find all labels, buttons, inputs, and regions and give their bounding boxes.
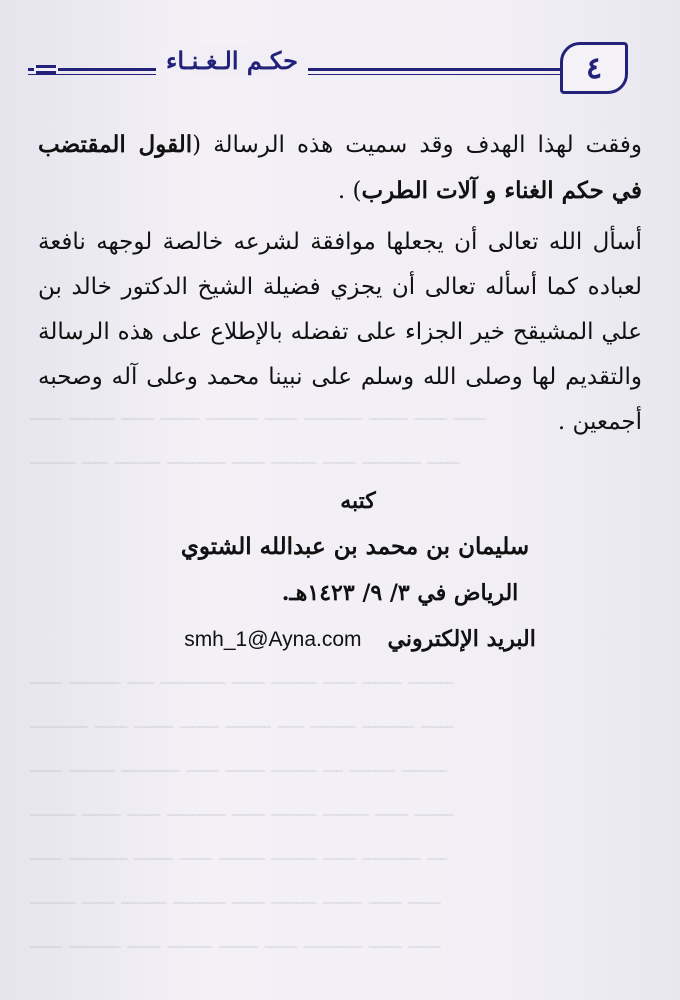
page-header (28, 38, 628, 94)
bleed-through: ـــــــــ ـــــ ــــــ ــــــ ـــــــ ــــ ـــــــ ــــــــ ـــــ (30, 709, 454, 734)
signature-block (40, 478, 640, 663)
page-number: ٤ (560, 42, 628, 94)
signature-wrote: كتبه (340, 488, 376, 514)
bleed-through: ـــــ ـــــــ ـــــــــ ـــــ ــــــ ـــــــ ـــ ـــــــ ـــــــ (30, 753, 447, 778)
email-label: البريد الإلكتروني (387, 626, 536, 652)
bleed-through: ـــــ ـــــــــ ــــــ ـــــ ـــــــ ـــــــ ـــــ ـــــــــ ـــ (30, 841, 447, 866)
bleed-through: ـــــــ ـــــ ـــــــ ــــــــ ـــــ ـــــــ ــــــ ـــــ ـــــ (30, 885, 441, 910)
author-name: سليمان بن محمد بن عبدالله الشتوي (180, 533, 530, 560)
email-row (80, 616, 640, 663)
book-title-bold: القول المقتضب في حكم الغناء و آلات الطرب (38, 131, 642, 204)
bleed-through: ـــــــ ــــــ ـــــ ـــــــــ ـــــ ـــــــ ـــــــ ـــــ ــــــ (30, 797, 454, 822)
signature-date: الرياض في ٣/ ٩/ ١٤٢٣هـ. (281, 580, 519, 606)
paragraph: أسأل الله تعالى أن يجعلها موافقة لشرعه خالصة لوجهه نافعة لعباده كما أسأله تعالى أن يجزي فضيلة الشيخ الدكتور خالد بن علي المشيقح خير الجزاء على تفضله بالإطلاع على هذه الرسالة والتقديم لها وصلى الله وسلم على نبينا محمد وعلى آله وصحبه أجمعين . (38, 229, 642, 435)
body-text (38, 122, 642, 445)
paragraph-text: وفقت لهذا الهدف وقد سميت هذه الرسالة ( (192, 132, 642, 158)
paragraph (38, 122, 642, 214)
email-address: smh_1@Ayna.com (184, 628, 362, 651)
running-title: حكـم الـغـنـاء (156, 46, 308, 75)
header-dash-ornament (34, 65, 58, 74)
bleed-through: ـــــ ــــــــ ـــــ ـــــــ ــــــ ـــــ ـــــــــ ـــــ ـــــ (30, 929, 441, 954)
bleed-through: ـــــــ ــــ ـــــــ ـــــــــ ـــــ ـــــــ ـــــ ـــــــــ ـــــ (30, 445, 460, 470)
bleed-through: ـــــ ـــــــ ـــــ ــــــ ــــــــ ـــــ ـــــــــ ــــــ ـــــ ـــــ (30, 401, 487, 426)
paragraph-text: ) . (337, 178, 362, 204)
bleed-through: ـــــ ــــــــ ــــ ــــــــــ ـــــ ـــــــ ـــــ ــــــ ـــــــ (30, 665, 454, 690)
